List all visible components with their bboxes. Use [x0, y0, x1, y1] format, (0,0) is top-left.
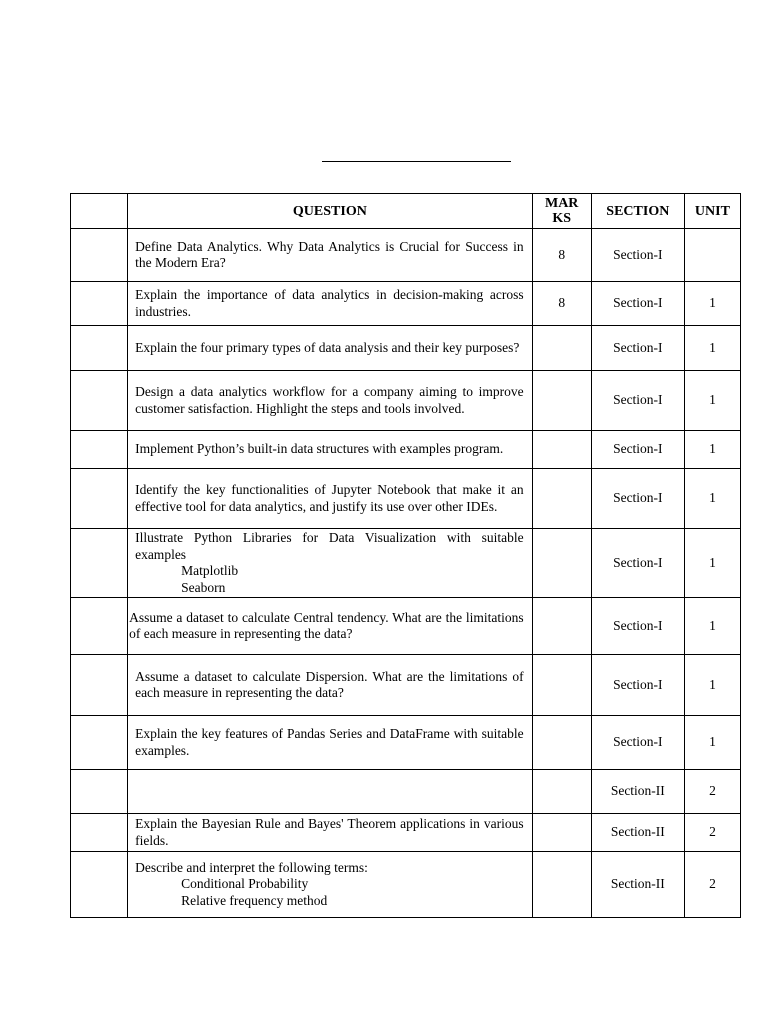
- table-row: [71, 282, 741, 326]
- question-cell: [128, 852, 533, 918]
- header-section: SECTION: [591, 194, 684, 229]
- unit-cell: 1: [684, 282, 740, 326]
- table-row: [71, 814, 741, 852]
- section-cell: Section-I: [591, 469, 684, 529]
- unit-cell: 1: [684, 371, 740, 431]
- unit-cell: [684, 229, 740, 282]
- question-text: Illustrate Python Libraries for Data Visualization with suitable examples: [135, 530, 524, 562]
- row-number-cell: [71, 716, 128, 770]
- row-number-cell: [71, 529, 128, 598]
- header-question: QUESTION: [128, 194, 533, 229]
- marks-cell: 8: [532, 229, 591, 282]
- table-row: [71, 770, 741, 814]
- question-cell: Define Data Analytics. Why Data Analytics is Crucial for Success in the Modern Era?: [128, 229, 533, 282]
- row-number-cell: [71, 814, 128, 852]
- row-number-cell: [71, 326, 128, 371]
- table-row: [71, 326, 741, 371]
- marks-cell: [532, 852, 591, 918]
- section-cell: Section-I: [591, 655, 684, 716]
- question-table: [70, 193, 741, 918]
- header-unit: UNIT: [684, 194, 740, 229]
- header-number-cell: [71, 194, 128, 229]
- marks-cell: [532, 814, 591, 852]
- table-row: [71, 229, 741, 282]
- sub-item: Seaborn: [181, 579, 226, 595]
- unit-cell: 1: [684, 598, 740, 655]
- row-number-cell: [71, 469, 128, 529]
- row-number-cell: [71, 655, 128, 716]
- unit-cell: 1: [684, 431, 740, 469]
- table-row: [71, 655, 741, 716]
- unit-cell: 2: [684, 770, 740, 814]
- section-cell: Section-I: [591, 326, 684, 371]
- row-number-cell: [71, 282, 128, 326]
- unit-cell: 1: [684, 326, 740, 371]
- marks-cell: [532, 469, 591, 529]
- table-row: [71, 716, 741, 770]
- unit-cell: 2: [684, 814, 740, 852]
- section-cell: Section-II: [591, 852, 684, 918]
- question-cell: Explain the key features of Pandas Series and DataFrame with suitable examples.: [128, 716, 533, 770]
- table-row: [71, 431, 741, 469]
- marks-cell: [532, 371, 591, 431]
- row-number-cell: [71, 852, 128, 918]
- question-cell: Identify the key functionalities of Jupyter Notebook that make it an effective tool for data analytics, and justify its use over other IDEs.: [128, 469, 533, 529]
- question-cell: Design a data analytics workflow for a company aiming to improve customer satisfaction. Highlight the steps and tools involved.: [128, 371, 533, 431]
- marks-cell: 8: [532, 282, 591, 326]
- marks-cell: [532, 770, 591, 814]
- section-cell: Section-I: [591, 282, 684, 326]
- section-cell: Section-I: [591, 371, 684, 431]
- marks-cell: [532, 326, 591, 371]
- table-row: [71, 529, 741, 598]
- question-cell: Explain the four primary types of data analysis and their key purposes?: [128, 326, 533, 371]
- unit-cell: 2: [684, 852, 740, 918]
- question-cell: Assume a dataset to calculate Dispersion. What are the limitations of each measure in representing the data?: [128, 655, 533, 716]
- question-cell: Assume a dataset to calculate Central tendency. What are the limitations of each measure in representing the data?: [128, 598, 533, 655]
- section-cell: Section-I: [591, 716, 684, 770]
- table-row: [71, 469, 741, 529]
- unit-cell: 1: [684, 469, 740, 529]
- table-row: [71, 852, 741, 918]
- section-cell: Section-I: [591, 229, 684, 282]
- question-cell: Explain the importance of data analytics in decision-making across industries.: [128, 282, 533, 326]
- table-row: [71, 598, 741, 655]
- table-header-row: [71, 194, 741, 229]
- question-text: Describe and interpret the following terms:: [135, 859, 368, 875]
- row-number-cell: [71, 598, 128, 655]
- section-cell: Section-I: [591, 598, 684, 655]
- unit-cell: 1: [684, 529, 740, 598]
- section-cell: Section-I: [591, 529, 684, 598]
- row-number-cell: [71, 431, 128, 469]
- unit-cell: 1: [684, 655, 740, 716]
- question-cell: [128, 529, 533, 598]
- title-underline: [322, 161, 511, 162]
- row-number-cell: [71, 371, 128, 431]
- sub-item: Relative frequency method: [181, 892, 328, 908]
- table-row: [71, 371, 741, 431]
- row-number-cell: [71, 770, 128, 814]
- header-marks-label: MAR KS: [544, 196, 579, 226]
- sub-item: Matplotlib: [181, 563, 239, 578]
- row-number-cell: [71, 229, 128, 282]
- question-cell: [128, 770, 533, 814]
- unit-cell: 1: [684, 716, 740, 770]
- marks-cell: [532, 716, 591, 770]
- section-cell: Section-I: [591, 431, 684, 469]
- question-cell: Explain the Bayesian Rule and Bayes' Theorem applications in various fields.: [128, 814, 533, 852]
- section-cell: Section-II: [591, 814, 684, 852]
- section-cell: Section-II: [591, 770, 684, 814]
- marks-cell: [532, 431, 591, 469]
- marks-cell: [532, 598, 591, 655]
- marks-cell: [532, 655, 591, 716]
- sub-item: Conditional Probability: [181, 876, 309, 892]
- question-cell: Implement Python’s built-in data structures with examples program.: [128, 431, 533, 469]
- marks-cell: [532, 529, 591, 598]
- header-marks: [532, 194, 591, 229]
